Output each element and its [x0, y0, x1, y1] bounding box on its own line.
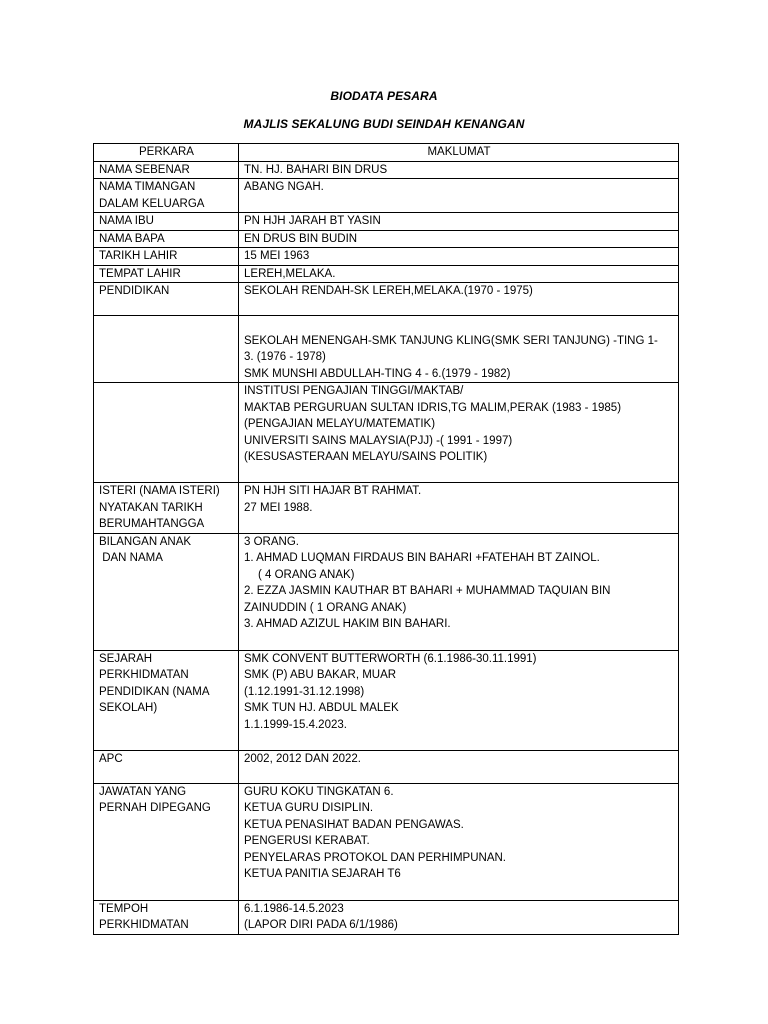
- row-value: [239, 483, 679, 534]
- value-line: SMK TUN HJ. ABDUL MALEK: [244, 702, 399, 714]
- value-line: 3. (1976 - 1978): [244, 351, 326, 363]
- table-row: [94, 179, 679, 213]
- row-value: [239, 179, 679, 213]
- value-line: 15 MEI 1963: [244, 250, 310, 262]
- value-line: EN DRUS BIN BUDIN: [244, 232, 358, 245]
- document-title: BIODATA PESARA: [330, 89, 438, 103]
- row-value: [239, 750, 679, 783]
- table-row: [94, 213, 679, 231]
- row-value: [239, 213, 679, 231]
- table-row: [94, 783, 679, 900]
- label-line: TEMPOH: [99, 902, 149, 915]
- value-line: (PENGAJIAN MELAYU/MATEMATIK): [244, 418, 436, 430]
- label-line: PERKHIDMATAN: [99, 919, 189, 931]
- table-row: [94, 383, 679, 483]
- value-line: LEREH,MELAKA.: [244, 267, 336, 280]
- label-line: DALAM KELUARGA: [99, 197, 205, 210]
- table-row: [94, 900, 679, 934]
- value-line: 1.1.1999-15.4.2023.: [244, 718, 347, 731]
- row-label: [94, 283, 239, 316]
- value-line: 2002, 2012 DAN 2022.: [244, 752, 362, 765]
- row-label: [94, 179, 239, 213]
- value-line: SMK MUNSHI ABDULLAH-TING 4 - 6.(1979 - 1982): [244, 367, 511, 380]
- row-value: [239, 383, 679, 483]
- value-line: ZAINUDDIN ( 1 ORANG ANAK): [244, 601, 407, 614]
- table-row: [94, 750, 679, 783]
- value-line: 3 ORANG.: [244, 535, 299, 548]
- table-row: [94, 248, 679, 266]
- row-label: [94, 316, 239, 383]
- label-line: NYATAKAN TARIKH: [99, 501, 203, 514]
- label-line: NAMA IBU: [99, 215, 154, 227]
- value-line: MAKTAB PERGURUAN SULTAN IDRIS,TG MALIM,PERAK (1983 - 1985): [244, 401, 622, 414]
- table-row: [94, 283, 679, 316]
- value-line: SEKOLAH MENENGAH-SMK TANJUNG KLING(SMK SERI TANJUNG) -TING 1-: [244, 334, 658, 347]
- value-line: GURU KOKU TINGKATAN 6.: [244, 785, 394, 798]
- label-line: JAWATAN YANG: [99, 785, 187, 798]
- label-line: PENDIDIKAN (NAMA: [99, 685, 210, 698]
- row-value: [239, 316, 679, 383]
- header-perkara: PERKARA: [94, 144, 239, 162]
- value-line: SMK CONVENT BUTTERWORTH (6.1.1986-30.11.1991): [244, 652, 537, 665]
- label-line: NAMA SEBENAR: [99, 163, 190, 176]
- value-line: UNIVERSITI SAINS MALAYSIA(PJJ) -( 1991 - 1997): [244, 434, 513, 447]
- row-value: [239, 783, 679, 900]
- value-line: KETUA PENASIHAT BADAN PENGAWAS.: [244, 818, 464, 831]
- label-line: TARIKH LAHIR: [99, 250, 178, 262]
- value-line: KETUA PANITIA SEJARAH T6: [244, 868, 401, 880]
- value-line: 27 MEI 1988.: [244, 501, 313, 514]
- row-value: [239, 230, 679, 248]
- row-value: [239, 161, 679, 179]
- row-value: [239, 650, 679, 750]
- value-line: (KESUSASTERAAN MELAYU/SAINS POLITIK): [244, 451, 488, 463]
- table-row: [94, 316, 679, 383]
- row-label: [94, 213, 239, 231]
- row-label: [94, 750, 239, 783]
- label-line: BERUMAHTANGGA: [99, 518, 205, 530]
- value-line: 6.1.1986-14.5.2023: [244, 902, 344, 915]
- label-line: PENDIDIKAN: [99, 285, 170, 297]
- row-label: [94, 383, 239, 483]
- label-line: NAMA TIMANGAN: [99, 181, 196, 193]
- row-value: [239, 533, 679, 650]
- label-line: SEJARAH: [99, 652, 153, 665]
- value-line: (1.12.1991-31.12.1998): [244, 685, 365, 698]
- table-row: [94, 533, 679, 650]
- value-line: (LAPOR DIRI PADA 6/1/1986): [244, 919, 398, 931]
- row-label: [94, 265, 239, 283]
- value-line: PENGERUSI KERABAT.: [244, 835, 370, 847]
- row-label: [94, 650, 239, 750]
- value-line: INSTITUSI PENGAJIAN TINGGI/MAKTAB/: [244, 385, 464, 397]
- table-header-row: [94, 144, 679, 162]
- value-line: KETUA GURU DISIPLIN.: [244, 802, 374, 814]
- row-value: [239, 248, 679, 266]
- row-label: [94, 533, 239, 650]
- row-label: [94, 783, 239, 900]
- row-value: [239, 900, 679, 934]
- row-value: [239, 265, 679, 283]
- value-line: SEKOLAH RENDAH-SK LEREH,MELAKA.(1970 - 1975): [244, 285, 533, 297]
- label-line: APC: [99, 752, 123, 765]
- value-line: PN HJH JARAH BT YASIN: [244, 215, 381, 227]
- label-line: PERNAH DIPEGANG: [99, 802, 211, 814]
- value-line: ( 4 ORANG ANAK): [258, 568, 355, 581]
- table-body: [94, 161, 679, 934]
- label-line: BILANGAN ANAK: [99, 535, 192, 548]
- value-line: 1. AHMAD LUQMAN FIRDAUS BIN BAHARI +FATEHAH BT ZAINOL.: [244, 552, 600, 564]
- table-row: [94, 161, 679, 179]
- label-line: ISTERI (NAMA ISTERI): [99, 485, 220, 497]
- row-label: [94, 248, 239, 266]
- label-line: DAN NAMA: [99, 552, 163, 564]
- table-row: [94, 650, 679, 750]
- row-value: [239, 283, 679, 316]
- table-row: [94, 230, 679, 248]
- biodata-table: [93, 143, 679, 935]
- value-line: TN. HJ. BAHARI BIN DRUS: [244, 163, 388, 176]
- row-label: [94, 900, 239, 934]
- spacer: [244, 316, 674, 333]
- label-line: NAMA BAPA: [99, 232, 165, 245]
- value-line: 2. EZZA JASMIN KAUTHAR BT BAHARI + MUHAMMAD TAQUIAN BIN: [244, 585, 611, 597]
- label-line: PERKHIDMATAN: [99, 669, 189, 681]
- label-line: SEKOLAH): [99, 702, 158, 714]
- value-line: SMK (P) ABU BAKAR, MUAR: [244, 669, 397, 681]
- label-line: TEMPAT LAHIR: [99, 267, 181, 280]
- value-line: 3. AHMAD AZIZUL HAKIM BIN BAHARI.: [244, 618, 451, 630]
- row-label: [94, 483, 239, 534]
- value-line: PN HJH SITI HAJAR BT RAHMAT.: [244, 485, 422, 497]
- row-label: [94, 230, 239, 248]
- table-row: [94, 265, 679, 283]
- document-subtitle: MAJLIS SEKALUNG BUDI SEINDAH KENANGAN: [243, 117, 525, 131]
- row-label: [94, 161, 239, 179]
- value-line: PENYELARAS PROTOKOL DAN PERHIMPUNAN.: [244, 851, 507, 864]
- table-row: [94, 483, 679, 534]
- value-line: ABANG NGAH.: [244, 181, 324, 193]
- header-maklumat: MAKLUMAT: [239, 144, 679, 162]
